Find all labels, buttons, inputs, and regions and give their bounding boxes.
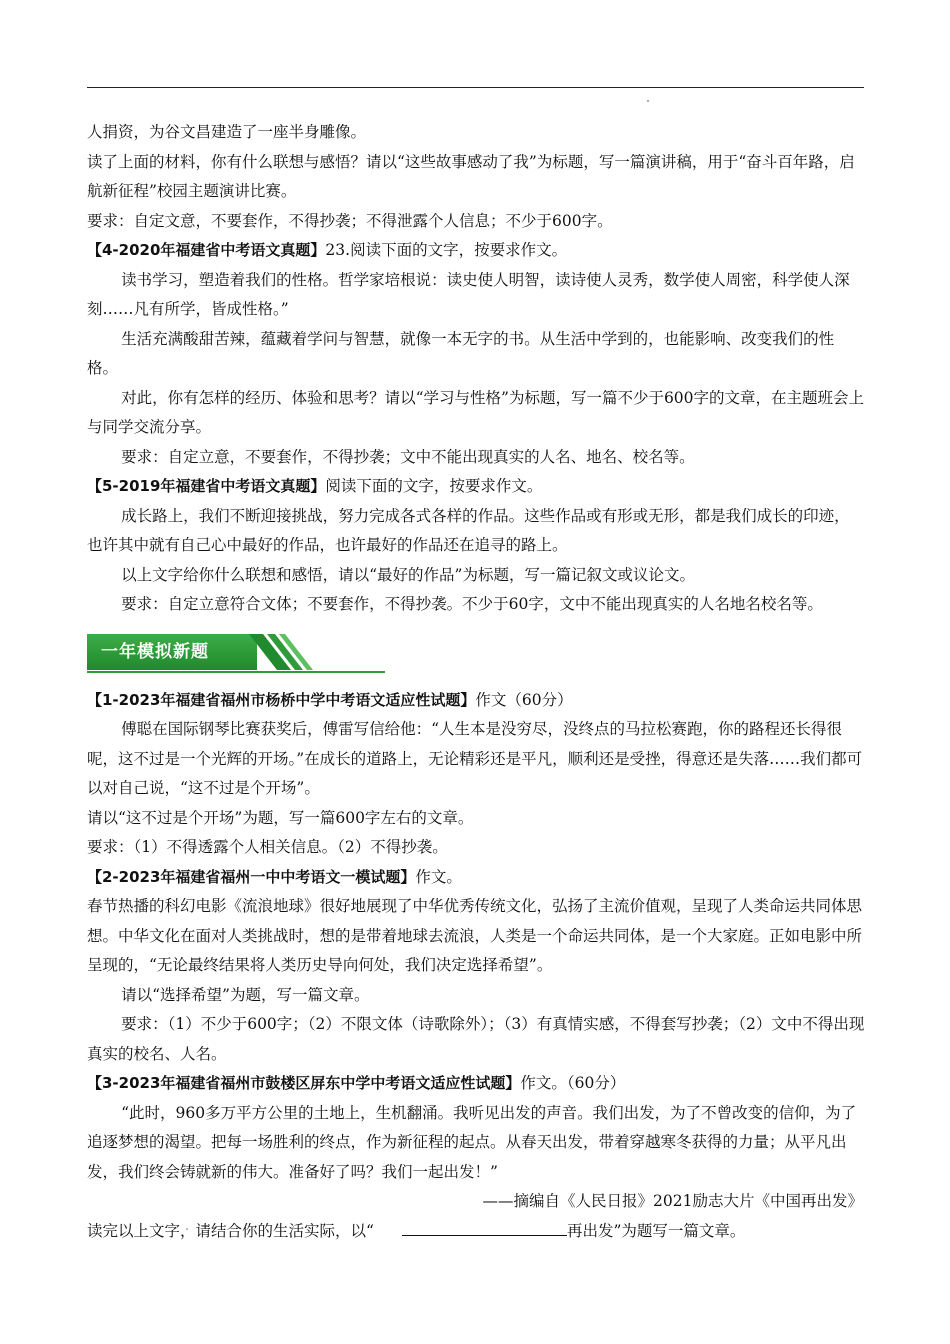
paragraph: 傅聪在国际钢琴比赛获奖后，傅雷写信给他：“人生本是没穷尽，没终点的马拉松赛跑，你的路程还长得很呢，这不过是一个光辉的开场。”在成长的道路上，无论精彩还是平凡，顺利还是受挫，得意还是失落……我们都可以对自己说，“这不过是个开场”。 [87, 720, 863, 797]
question-instruction: 作文。 [415, 867, 462, 886]
question-title: 【1-2023年福建省福州市杨桥中学中考语文适应性试题】 [87, 690, 476, 709]
paragraph: 生活充满酸甜苦辣，蕴藏着学问与智慧，就像一本无字的书。从生活中学到的，也能影响、改变我们的性格。 [87, 329, 835, 377]
question-title: 【2-2023年福建省福州一中中考语文一模试题】 [87, 867, 416, 886]
question-heading [87, 472, 865, 502]
paragraph: 读了上面的材料，你有什么联想与感悟？请以“这些故事感动了我”为标题，写一篇演讲稿，用于“奋斗百年路，启航新征程”校园主题演讲比赛。 [87, 152, 855, 200]
question-instruction: 23.阅读下面的文字，按要求作文。 [325, 241, 568, 259]
paragraph: 春节热播的科幻电影《流浪地球》很好地展现了中华优秀传统文化，弘扬了主流价值观，呈现了人类命运共同体思想。中华文化在面对人类挑战时，想的是带着地球去流浪，人类是一个命运共同体，是一个大家庭。正如电影中所呈现的，“无论最终结果将人类历史导向何处，我们决定选择希望”。 [87, 897, 863, 974]
fill-in-blank [402, 1220, 567, 1236]
section-banner [87, 628, 865, 682]
section-banner-label: 一年模拟新题 [87, 634, 257, 670]
question-instruction: 作文（60分） [475, 690, 573, 709]
question-title: 【4-2020年福建省中考语文真题】 [87, 241, 326, 259]
paragraph: 请以“选择希望”为题，写一篇文章。 [121, 985, 370, 1004]
paragraph [87, 1217, 865, 1247]
header-rule [87, 87, 864, 88]
paragraph: 请以“这不过是个开场”为题，写一篇600字左右的文章。 [87, 808, 474, 827]
paragraph: 对此，你有怎样的经历、体验和思考？请以“学习与性格”为标题，写一篇不少于600字的文章，在主题班会上与同学交流分享。 [87, 388, 865, 436]
question-instruction: 作文。（60分） [520, 1074, 626, 1092]
paragraph: “此时，960多万平方公里的土地上，生机翻涌。我听见出发的声音。我们出发，为了不曾改变的信仰，为了追逐梦想的渴望。把每一场胜利的终点，作为新征程的起点。从春天出发，带着穿越寒冬获得的力量；从平凡出发，我们终会铸就新的伟大。准备好了吗？我们一起出发！” [87, 1103, 857, 1181]
banner-underline [87, 671, 385, 673]
paragraph: 成长路上，我们不断迎接挑战，努力完成各式各样的作品。这些作品或有形或无形，都是我们成长的印迹，也许其中就有自己心中最好的作品，也许最好的作品还在追寻的路上。 [87, 506, 850, 554]
paragraph: 要求：自定立意符合文体；不要套作，不得抄袭。不少于60字，文中不能出现真实的人名地名校名等。 [121, 595, 823, 613]
banner-stripes-icon [87, 628, 317, 674]
paragraph: 要求：（1）不少于600字；（2）不限文体（诗歌除外）；（3）有真情实感，不得套写抄袭；（2）文中不得出现真实的校名、人名。 [87, 1015, 865, 1063]
prompt-after: 再出发”为题写一篇文章。 [566, 1221, 746, 1240]
document-body [87, 118, 865, 1246]
source-citation: ——摘编自《人民日报》2021励志大片《中国再出发》 [482, 1192, 863, 1210]
paragraph: 要求：自定立意，不要套作，不得抄袭；文中不能出现真实的人名、地名、校名等。 [121, 447, 695, 466]
paragraph: 以上文字给你什么联想和感悟，请以“最好的作品”为标题，写一篇记叙文或议论文。 [121, 565, 695, 584]
paragraph: 人捐资，为谷文昌建造了一座半身雕像。 [87, 123, 367, 141]
question-heading [87, 686, 865, 716]
paragraph: 读书学习，塑造着我们的性格。哲学家培根说：读史使人明智，读诗使人灵秀，数学使人周密，科学使人深刻……凡有所学，皆成性格。” [87, 270, 850, 318]
prompt-before: 读完以上文字，请结合你的生活实际，以“ [87, 1221, 374, 1240]
question-heading [87, 1069, 865, 1099]
question-heading [87, 863, 865, 893]
question-heading [87, 236, 865, 266]
paragraph: 要求：自定文意，不要套作，不得抄袭；不得泄露个人信息；不少于600字。 [87, 211, 613, 230]
question-instruction: 阅读下面的文字，按要求作文。 [325, 477, 543, 495]
scan-dot [647, 100, 649, 102]
paragraph: 要求：（1）不得透露个人相关信息。（2）不得抄袭。 [87, 838, 448, 856]
question-title: 【5-2019年福建省中考语文真题】 [87, 477, 326, 495]
question-title: 【3-2023年福建省福州市鼓楼区屏东中学中考语文适应性试题】 [87, 1074, 521, 1092]
